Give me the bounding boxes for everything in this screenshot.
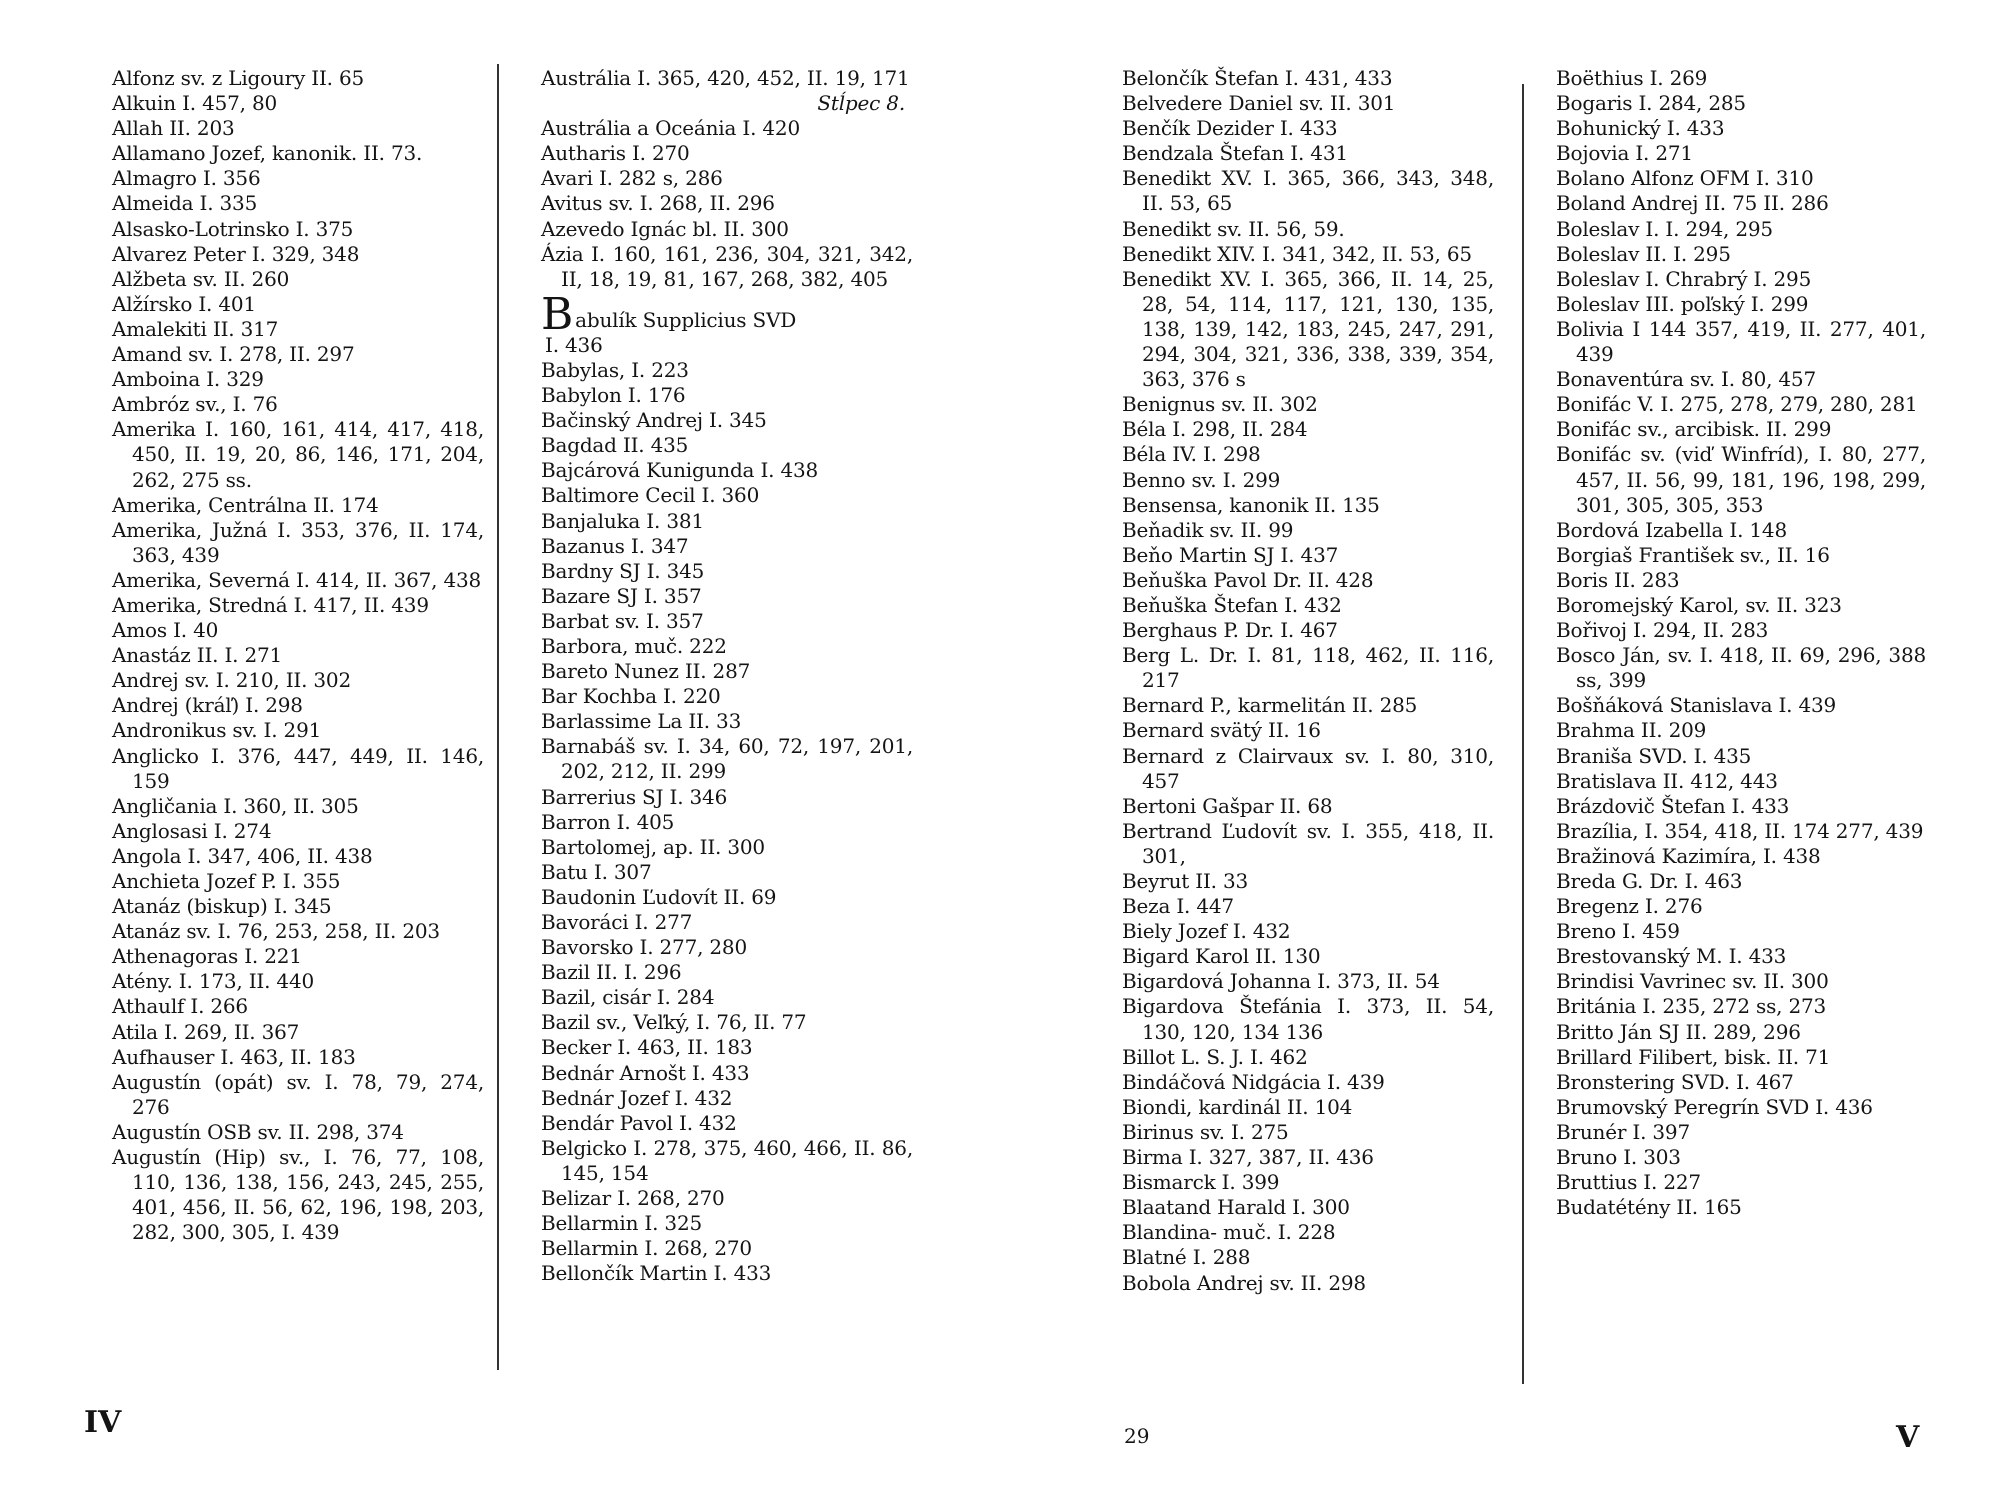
column-divider-left	[497, 64, 499, 1370]
index-entry: Biely Jozef I. 432	[1122, 919, 1291, 944]
index-entry: Benedikt XIV. I. 341, 342, II. 53, 65	[1122, 241, 1472, 266]
index-entry: Amos I. 40	[112, 618, 219, 643]
index-entry: Boleslav II. I. 295	[1556, 241, 1731, 266]
index-entry: Benignus sv. II. 302	[1122, 392, 1318, 417]
index-entry: Bar Kochba I. 220	[541, 684, 721, 709]
index-entry: Barrerius SJ I. 346	[541, 784, 728, 809]
index-entry: Alkuin I. 457, 80	[112, 91, 278, 116]
index-entry: Autharis I. 270	[541, 141, 690, 166]
index-entry: Beňadik sv. II. 99	[1122, 517, 1294, 542]
index-entry: Brillard Filibert, bisk. II. 71	[1556, 1044, 1831, 1069]
index-entry: Bazanus I. 347	[541, 533, 689, 558]
heading-entry-text: abulík Supplicius SVD	[575, 307, 797, 332]
index-entry: Benčík Dezider I. 433	[1122, 116, 1338, 141]
index-entry: Augustín (Hip) sv., I. 76, 77, 108, 110, 136, 138, 156, 243, 245, 255, 401, 456, II. 56, 62, 196, 198, 203, 282, 300, 305, I. 439	[112, 1145, 484, 1245]
index-entry: Alžírsko I. 401	[112, 291, 256, 316]
index-entry: Babylon I. 176	[541, 383, 686, 408]
index-entry: Barbat sv. I. 357	[541, 608, 704, 633]
index-entry: Amerika I. 160, 161, 414, 417, 418, 450, II. 19, 20, 86, 146, 171, 204, 262, 275 ss.	[112, 417, 484, 492]
index-entry: Bordová Izabella I. 148	[1556, 517, 1787, 542]
index-entry: Augustín (opát) sv. I. 78, 79, 274, 276	[112, 1069, 484, 1119]
index-entry: Bigardová Johanna I. 373, II. 54	[1122, 969, 1440, 994]
index-entry: Bojovia I. 271	[1556, 141, 1693, 166]
index-entry: Angola I. 347, 406, II. 438	[112, 843, 373, 868]
index-entry: Birma I. 327, 387, II. 436	[1122, 1145, 1374, 1170]
index-entry: Bonaventúra sv. I. 80, 457	[1556, 367, 1816, 392]
letter-heading-b	[541, 288, 913, 340]
page-mark-right: V	[1896, 1420, 1920, 1455]
index-entry: Batu I. 307	[541, 859, 652, 884]
index-entry: Athaulf I. 266	[112, 994, 248, 1019]
index-entry: Braniša SVD. I. 435	[1556, 743, 1752, 768]
index-entry: Bagdad II. 435	[541, 433, 689, 458]
index-entry: Bonifác sv. (viď Winfríd), I. 80, 277, 457, II. 56, 99, 181, 196, 198, 299, 301, 305, 305, 353	[1556, 442, 1926, 517]
index-entry: Bindáčová Nidgácia I. 439	[1122, 1069, 1385, 1094]
index-entry: Boris II. 283	[1556, 567, 1680, 592]
index-entry: Bořivoj I. 294, II. 283	[1556, 618, 1769, 643]
index-entry: Alvarez Peter I. 329, 348	[112, 241, 360, 266]
index-entry: Bellončík Martin I. 433	[541, 1261, 772, 1286]
index-entry: Británia I. 235, 272 ss, 273	[1556, 994, 1827, 1019]
index-entry: Bernard svätý II. 16	[1122, 718, 1321, 743]
index-entry: Amerika, Centrálna II. 174	[112, 492, 379, 517]
index-entry: Azevedo Ignác bl. II. 300	[541, 216, 789, 241]
index-entry: Beňuška Štefan I. 432	[1122, 592, 1342, 617]
index-entry: Bobola Andrej sv. II. 298	[1122, 1270, 1366, 1295]
index-entry: Banjaluka I. 381	[541, 508, 704, 533]
index-entry: Ambróz sv., I. 76	[112, 392, 278, 417]
index-entry: Bolano Alfonz OFM I. 310	[1556, 166, 1814, 191]
index-entry: Bensensa, kanonik II. 135	[1122, 492, 1380, 517]
index-entry: Boëthius I. 269	[1556, 66, 1708, 90]
index-entry: Atila I. 269, II. 367	[112, 1019, 300, 1044]
index-entry: Amalekiti II. 317	[112, 316, 279, 341]
index-entry: Bregenz I. 276	[1556, 894, 1703, 919]
index-entry: Boleslav I. Chrabrý I. 295	[1556, 266, 1812, 291]
index-entry: Barron I. 405	[541, 809, 675, 834]
index-entry: Bertrand Ľudovít sv. I. 355, 418, II. 301,	[1122, 818, 1494, 868]
index-entry: Austrália I. 365, 420, 452, II. 19, 171	[541, 66, 910, 90]
index-entry: Bigardova Štefánia I. 373, II. 54, 130, 120, 134 136	[1122, 994, 1494, 1044]
column-divider-right	[1522, 84, 1524, 1384]
index-entry: Boromejský Karol, sv. II. 323	[1556, 592, 1842, 617]
index-entry: Breno I. 459	[1556, 919, 1680, 944]
index-entry: Anglicko I. 376, 447, 449, II. 146, 159	[112, 743, 484, 793]
index-entry: Béla I. 298, II. 284	[1122, 417, 1308, 442]
index-entry: Borgiaš František sv., II. 16	[1556, 542, 1830, 567]
index-entry: Bednár Arnošt I. 433	[541, 1060, 750, 1085]
index-entry: Bednár Jozef I. 432	[541, 1085, 733, 1110]
index-entry: Bratislava II. 412, 443	[1556, 768, 1778, 793]
index-entry: Ázia I. 160, 161, 236, 304, 321, 342, II, 18, 19, 81, 167, 268, 382, 405	[541, 241, 913, 291]
index-entry: Allah II. 203	[112, 116, 235, 141]
index-entry: Brázdovič Štefan I. 433	[1556, 793, 1790, 818]
page-number: 29	[1124, 1424, 1150, 1448]
index-entry: Bellarmin I. 325	[541, 1211, 702, 1236]
index-entry: Andrej sv. I. 210, II. 302	[112, 668, 351, 693]
index-entry: Bolivia I 144 357, 419, II. 277, 401, 439	[1556, 316, 1926, 367]
index-entry: Bohunický I. 433	[1556, 116, 1725, 141]
index-entry: Budatétény II. 165	[1556, 1195, 1742, 1220]
index-entry: Bendár Pavol I. 432	[541, 1110, 737, 1135]
index-entry: Beňuška Pavol Dr. II. 428	[1122, 567, 1374, 592]
index-column-2	[541, 66, 913, 1286]
index-entry: Birinus sv. I. 275	[1122, 1119, 1289, 1144]
index-entry: Blaatand Harald I. 300	[1122, 1195, 1350, 1220]
index-entry: Béla IV. I. 298	[1122, 442, 1261, 467]
heading-entry-continuation: I. 436	[545, 332, 603, 357]
index-entry: Athenagoras I. 221	[112, 944, 302, 969]
index-entry: Blatné I. 288	[1122, 1245, 1251, 1270]
index-column-3	[1122, 66, 1494, 1296]
index-entry: Bonifác sv., arcibisk. II. 299	[1556, 417, 1832, 442]
index-entry: Alsasko-Lotrinsko I. 375	[112, 216, 354, 241]
index-entry: Bronstering SVD. I. 467	[1556, 1069, 1794, 1094]
index-entry: Atanáz sv. I. 76, 253, 258, II. 203	[112, 919, 440, 944]
index-entry: Bruttius I. 227	[1556, 1170, 1701, 1195]
index-entry: Bismarck I. 399	[1122, 1170, 1280, 1195]
index-entry: Benedikt sv. II. 56, 59.	[1122, 216, 1345, 241]
index-entry: Berg L. Dr. I. 81, 118, 462, II. 116, 217	[1122, 643, 1494, 693]
index-entry: Bazil, cisár I. 284	[541, 985, 715, 1010]
index-entry: Barbora, muč. 222	[541, 633, 727, 658]
index-column-4	[1556, 66, 1926, 1220]
index-entry: Almeida I. 335	[112, 191, 258, 216]
index-entry: Bavorsko I. 277, 280	[541, 935, 747, 960]
index-entry: Brumovský Peregrín SVD I. 436	[1556, 1094, 1873, 1119]
index-entry: Atény. I. 173, II. 440	[112, 969, 314, 994]
index-entry: Augustín OSB sv. II. 298, 374	[112, 1119, 404, 1144]
index-entry: Bazil II. I. 296	[541, 960, 682, 985]
index-entry: Bavoráci I. 277	[541, 910, 693, 934]
index-entry: Almagro I. 356	[112, 166, 261, 191]
index-entry: Bošňáková Stanislava I. 439	[1556, 693, 1837, 718]
index-entry: Berghaus P. Dr. I. 467	[1122, 618, 1338, 643]
index-entry: Amboina I. 329	[112, 367, 264, 392]
index-entry: Aufhauser I. 463, II. 183	[112, 1044, 356, 1069]
initial-letter: B	[541, 288, 574, 340]
index-entry: Bernard z Clairvaux sv. I. 80, 310, 457	[1122, 743, 1494, 793]
index-entry: Andronikus sv. I. 291	[112, 718, 322, 743]
index-entry: Becker I. 463, II. 183	[541, 1035, 753, 1060]
index-entry: Bačinský Andrej I. 345	[541, 408, 767, 433]
index-entry: Bareto Nunez II. 287	[541, 659, 751, 684]
index-entry: Brindisi Vavrinec sv. II. 300	[1556, 969, 1829, 994]
index-entry: Beyrut II. 33	[1122, 869, 1249, 893]
index-entry: Bendzala Štefan I. 431	[1122, 141, 1348, 166]
index-entry: Anastáz II. I. 271	[112, 643, 283, 668]
index-entry: Baudonin Ľudovít II. 69	[541, 884, 777, 909]
index-entry: Breda G. Dr. I. 463	[1556, 869, 1743, 893]
index-entry: Barnabáš sv. I. 34, 60, 72, 197, 201, 202, 212, II. 299	[541, 734, 913, 784]
index-entry: Baltimore Cecil I. 360	[541, 483, 760, 508]
index-entry: Amerika, Severná I. 414, II. 367, 438	[112, 567, 482, 592]
index-entry: Austrália a Oceánia I. 420	[541, 116, 800, 141]
index-entry: Belvedere Daniel sv. II. 301	[1122, 91, 1396, 116]
index-entry: Allamano Jozef, kanonik. II. 73.	[112, 141, 423, 166]
index-entry: Bazare SJ I. 357	[541, 583, 702, 608]
index-entry: Bajcárová Kunigunda I. 438	[541, 458, 819, 483]
index-entry: Blandina- muč. I. 228	[1122, 1220, 1336, 1245]
page-mark-left: IV	[84, 1405, 122, 1440]
index-entry: Angličania I. 360, II. 305	[112, 793, 359, 818]
index-entry: Bonifác V. I. 275, 278, 279, 280, 281	[1556, 392, 1918, 417]
index-entry: Benno sv. I. 299	[1122, 467, 1281, 492]
index-entry: Brunér I. 397	[1556, 1119, 1690, 1144]
index-entry: Amerika, Južná I. 353, 376, II. 174, 363, 439	[112, 517, 484, 567]
index-entry: Amand sv. I. 278, II. 297	[112, 342, 355, 367]
index-entry: Bosco Ján, sv. I. 418, II. 69, 296, 388 ss, 399	[1556, 643, 1926, 693]
index-entry: Bellarmin I. 268, 270	[541, 1236, 752, 1261]
index-entry: Anchieta Jozef P. I. 355	[112, 869, 341, 893]
index-entry: Britto Ján SJ II. 289, 296	[1556, 1019, 1801, 1044]
index-entry: Beňo Martin SJ I. 437	[1122, 542, 1339, 567]
index-entry: Anglosasi I. 274	[112, 818, 272, 843]
index-entry: Amerika, Stredná I. 417, II. 439	[112, 592, 429, 617]
index-entry: Brazília, I. 354, 418, II. 174 277, 439	[1556, 818, 1924, 843]
index-entry: Atanáz (biskup) I. 345	[112, 894, 332, 919]
index-entry: Biondi, kardinál II. 104	[1122, 1094, 1353, 1119]
index-entry: Bazil sv., Veľký, I. 76, II. 77	[541, 1010, 807, 1035]
index-entry: Bigard Karol II. 130	[1122, 944, 1321, 969]
column-number-label: Stĺpec 8.	[817, 91, 905, 116]
index-entry: Alfonz sv. z Ligoury II. 65	[112, 66, 365, 90]
index-entry: Avari I. 282 s, 286	[541, 166, 723, 191]
index-entry: Billot L. S. J. I. 462	[1122, 1044, 1308, 1069]
index-entry: Alžbeta sv. II. 260	[112, 266, 290, 291]
index-entry: Avitus sv. I. 268, II. 296	[541, 191, 775, 216]
index-entry: Belizar I. 268, 270	[541, 1186, 725, 1211]
index-entry: Bertoni Gašpar II. 68	[1122, 793, 1333, 818]
index-entry: Bruno I. 303	[1556, 1145, 1681, 1170]
index-entry: Bartolomej, ap. II. 300	[541, 834, 765, 859]
index-entry: Beza I. 447	[1122, 894, 1234, 919]
index-entry: Belončík Štefan I. 431, 433	[1122, 66, 1393, 90]
index-entry: Bernard P., karmelitán II. 285	[1122, 693, 1418, 718]
index-entry: Boleslav III. poľský I. 299	[1556, 291, 1809, 316]
index-entry: Brestovanský M. I. 433	[1556, 944, 1787, 969]
index-entry: Bražinová Kazimíra, I. 438	[1556, 843, 1821, 868]
index-entry: Benedikt XV. I. 365, 366, II. 14, 25, 28, 54, 114, 117, 121, 130, 135, 138, 139, 142, 183, 245, 247, 291, 294, 304, 321, 336, 338, 339, 354, 363, 376 s	[1122, 266, 1494, 392]
index-entry: Bardny SJ I. 345	[541, 558, 705, 583]
index-column-1	[112, 66, 484, 1245]
index-entry: Babylas, I. 223	[541, 357, 689, 382]
index-entry: Belgicko I. 278, 375, 460, 466, II. 86, 145, 154	[541, 1135, 913, 1185]
index-entry: Bogaris I. 284, 285	[1556, 91, 1746, 116]
index-entry: Benedikt XV. I. 365, 366, 343, 348, II. 53, 65	[1122, 166, 1494, 216]
index-entry: Andrej (kráľ) I. 298	[112, 693, 303, 718]
index-entry: Barlassime La II. 33	[541, 709, 742, 734]
index-entry: Boleslav I. I. 294, 295	[1556, 216, 1773, 241]
index-entry: Brahma II. 209	[1556, 718, 1707, 743]
index-entry: Boland Andrej II. 75 II. 286	[1556, 191, 1829, 216]
